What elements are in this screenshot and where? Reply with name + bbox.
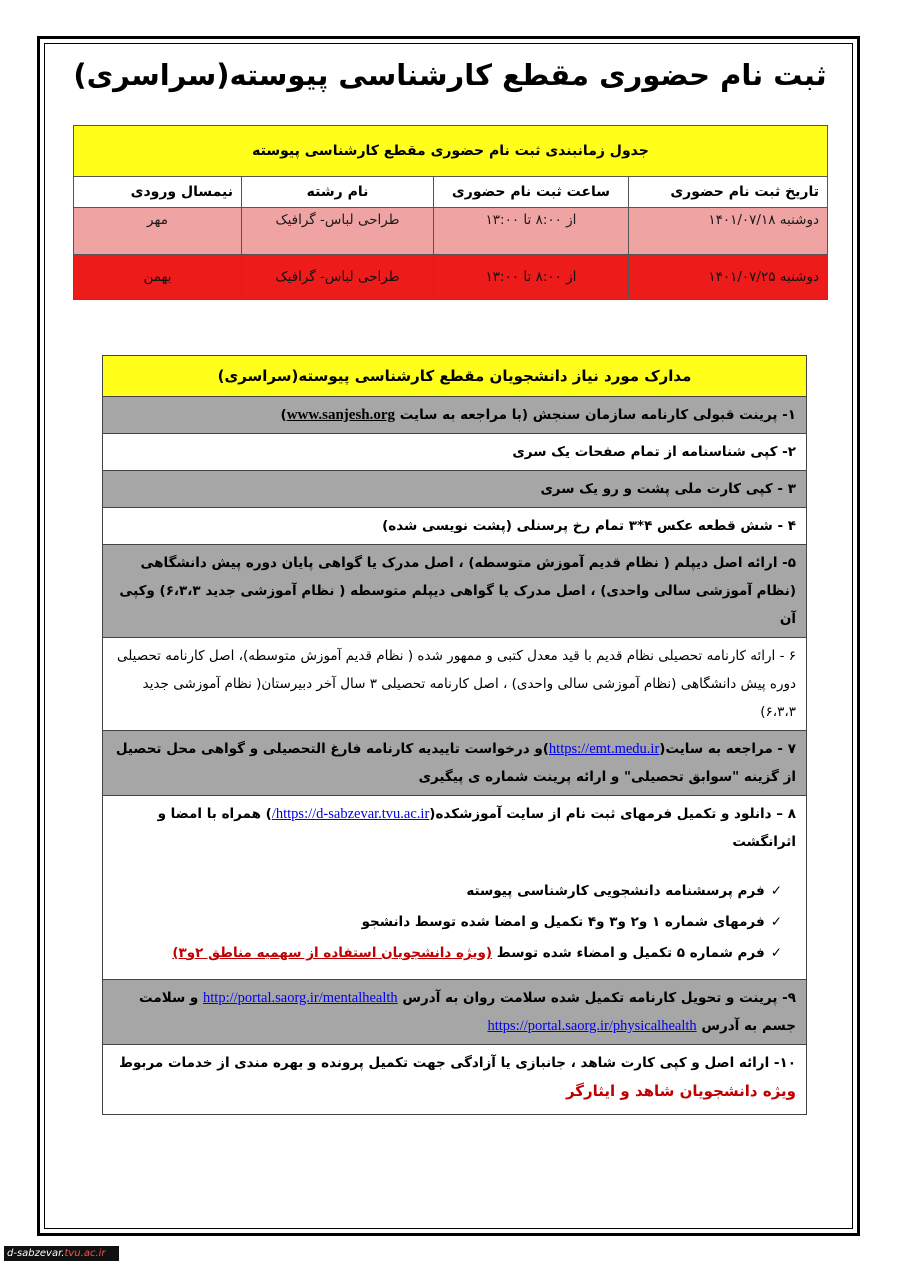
column-header-date: تاریخ ثبت نام حضوری (629, 177, 828, 208)
checklist-item (113, 876, 782, 907)
list-item (103, 1045, 807, 1115)
row-term: مهر (74, 208, 242, 255)
doc-item-1-close: ) (280, 407, 287, 423)
row-term: بهمن (74, 255, 242, 300)
table-row (74, 255, 828, 300)
doc-item-4: ۴ - شش قطعه عکس ۴*۳ تمام رخ پرسنلی (پشت نویسی شده) (103, 508, 807, 545)
doc-item-2: ۲- کپی شناسنامه از تمام صفحات یک سری (103, 434, 807, 471)
column-header-time: ساعت ثبت نام حضوری (434, 177, 629, 208)
doc-item-8-before: ۸ – دانلود و تکمیل فرمهای ثبت نام از سایت آموزشکده( (429, 806, 796, 822)
doc-item-9-middle: و سلامت جسم به آدرس (139, 990, 796, 1034)
row-time: از ۸:۰۰ تا ۱۳:۰۰ (434, 255, 629, 300)
doc-item-3: ۳ - کپی کارت ملی پشت و رو یک سری (103, 471, 807, 508)
doc-item-8 (103, 796, 807, 980)
physicalhealth-link[interactable]: https://portal.saorg.ir/physicalhealth (487, 1018, 697, 1034)
doc-item-10 (103, 1045, 807, 1115)
list-item (103, 397, 807, 434)
column-header-field: نام رشته (242, 177, 434, 208)
doc-item-10-text: ۱۰- ارائه اصل و کپی کارت شاهد ، جانبازی یا آزادگی جهت تکمیل پرونده و بهره مندی از خدمات مربوط (118, 1055, 796, 1071)
schedule-table (73, 125, 828, 300)
check-icon: ✓ (770, 883, 782, 899)
list-item (103, 471, 807, 508)
list-item (103, 545, 807, 638)
doc-item-8-after: ) همراه با امضا و اثرانگشت (157, 806, 796, 850)
checklist-item-text: فرمهای شماره ۱ و۲ و۳ و۴ تکمیل و امضا شده توسط دانشجو (361, 914, 765, 930)
checklist-item (113, 907, 782, 938)
documents-heading-row (103, 356, 807, 397)
list-item (103, 434, 807, 471)
emt-medu-link[interactable]: https://emt.medu.ir (548, 741, 660, 757)
footer-url-badge[interactable] (4, 1246, 119, 1261)
checklist-item-text: فرم شماره ۵ تکمیل و امضاء شده توسط (496, 945, 765, 961)
list-item (103, 638, 807, 731)
forms-checklist (113, 876, 782, 969)
row-date: دوشنبه ۱۴۰۱/۰۷/۱۸ (629, 208, 828, 255)
doc-item-9-before: ۹- پرینت و تحویل کارنامه تکمیل شده سلامت روان به آدرس (402, 990, 796, 1006)
doc-item-1-text: ۱- پرینت قبولی کارنامه سازمان سنجش (با مراجعه به سایت (399, 407, 796, 423)
row-time: از ۸:۰۰ تا ۱۳:۰۰ (434, 208, 629, 255)
list-item (103, 796, 807, 980)
checklist-item-text: فرم پرسشنامه دانشجویی کارشناسی پیوسته (466, 883, 765, 899)
schedule-heading-row (74, 126, 828, 177)
documents-table (102, 355, 807, 1115)
doc-item-10-highlight: ویژه دانشجویان شاهد و ایثارگر (565, 1082, 796, 1100)
doc-item-7-after: )و درخواست تاییدیه کارنامه فارغ التحصیلی و گواهی محل تحصیل از گزینه "سوابق تحصیلی" و ارائه پرینت شماره ی پیگیری (115, 741, 796, 785)
list-item (103, 980, 807, 1045)
list-item (103, 508, 807, 545)
table-row (74, 208, 828, 255)
schedule-columns-row (74, 177, 828, 208)
schedule-heading: جدول زمانبندی ثبت نام حضوری مقطع کارشناسی پیوسته (74, 126, 828, 177)
check-icon: ✓ (770, 945, 782, 961)
sanjesh-link[interactable]: www.sanjesh.org (286, 407, 396, 423)
row-field: طراحی لباس- گرافیک (242, 255, 434, 300)
doc-item-7-before: ۷ - مراجعه به سایت( (659, 741, 796, 757)
checklist-item (113, 938, 782, 969)
footer-url-accent: tvu.ac.ir (64, 1248, 106, 1259)
checklist-item-highlight: (ویژه دانشجویان استفاده از سهمیه مناطق ۲و۳) (172, 945, 493, 961)
row-field: طراحی لباس- گرافیک (242, 208, 434, 255)
check-icon: ✓ (770, 914, 782, 930)
doc-item-5: ۵- ارائه اصل دیپلم ( نظام قدیم آموزش متوسطه) ، اصل مدرک یا گواهی پایان دوره پیش دانشگاهی (نظام آموزشی سالی واحدی) ، اصل مدرک یا گواهی دیپلم متوسطه ( نظام آموزشی جدید ۶،۳،۳) وکپی آن (103, 545, 807, 638)
list-item (103, 731, 807, 796)
doc-item-9 (103, 980, 807, 1045)
page-title: ثبت نام حضوری مقطع کارشناسی پیوسته(سراسری) (73, 58, 827, 92)
doc-item-6: ۶ - ارائه کارنامه تحصیلی نظام قدیم با قید معدل کتبی و ممهور شده ( نظام قدیم آموزش متوسطه)، اصل کارنامه تحصیلی دوره پیش دانشگاهی (نظام آموزشی سالی واحدی) ، اصل کارنامه تحصیلی ۳ سال آخر دبیرستان( نظام آموزشی جدید ۶،۳،۳) (103, 638, 807, 731)
row-date: دوشنبه ۱۴۰۱/۰۷/۲۵ (629, 255, 828, 300)
footer-url-prefix: d-sabzevar. (7, 1248, 65, 1259)
documents-heading: مدارک مورد نیاز دانشجویان مقطع کارشناسی پیوسته(سراسری) (103, 356, 807, 397)
tvu-link[interactable]: https://d-sabzevar.tvu.ac.ir/ (271, 806, 430, 822)
doc-item-1 (103, 397, 807, 434)
column-header-term: نیمسال ورودی (74, 177, 242, 208)
mentalhealth-link[interactable]: http://portal.saorg.ir/mentalhealth (203, 990, 398, 1006)
doc-item-7 (103, 731, 807, 796)
